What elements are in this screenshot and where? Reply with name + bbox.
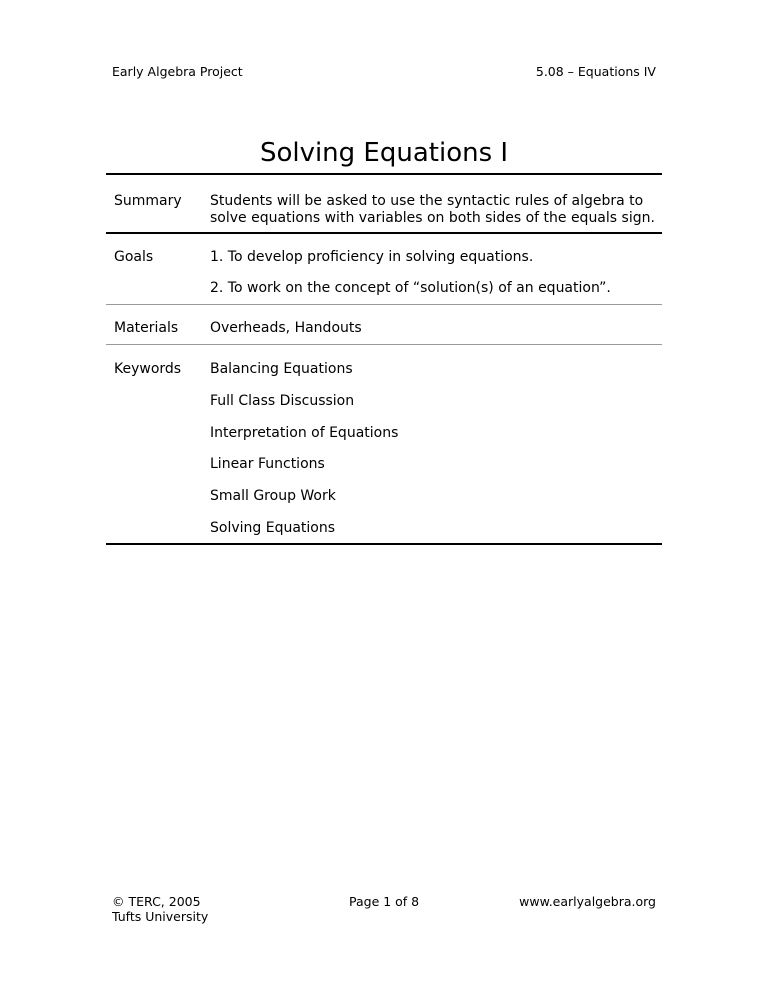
keywords-label: Keywords	[114, 361, 182, 377]
header-project-name: Early Algebra Project	[112, 64, 243, 79]
keyword-item: Small Group Work	[210, 488, 336, 504]
title-divider	[106, 173, 662, 175]
materials-divider	[106, 344, 662, 345]
summary-text: Students will be asked to use the syntactic rules of algebra to solve equations with variables on both sides of the equals sign.	[210, 193, 655, 226]
keyword-item: Linear Functions	[210, 456, 325, 472]
goals-label: Goals	[114, 249, 154, 265]
materials-label: Materials	[114, 320, 179, 336]
goal-item: 2. To work on the concept of “solution(s) of an equation”.	[210, 280, 611, 296]
footer-copyright-block	[112, 894, 208, 924]
keyword-item: Balancing Equations	[210, 361, 353, 377]
keyword-item: Full Class Discussion	[210, 393, 355, 409]
goal-item: 1. To develop proficiency in solving equations.	[210, 249, 534, 265]
summary-label: Summary	[114, 193, 182, 209]
header-lesson-number: 5.08 – Equations IV	[535, 64, 656, 79]
footer-institution: Tufts University	[112, 909, 209, 924]
keyword-item: Interpretation of Equations	[210, 425, 399, 441]
keywords-divider	[106, 543, 662, 545]
summary-divider	[106, 232, 662, 234]
page-number: Page 1 of 8	[349, 894, 420, 909]
keyword-item: Solving Equations	[210, 520, 336, 536]
materials-text: Overheads, Handouts	[210, 320, 362, 336]
page-title: Solving Equations I	[259, 138, 509, 168]
footer-copyright: © TERC, 2005	[112, 894, 201, 909]
goals-divider	[106, 304, 662, 305]
footer-website-link[interactable]: www.earlyalgebra.org	[519, 894, 656, 909]
